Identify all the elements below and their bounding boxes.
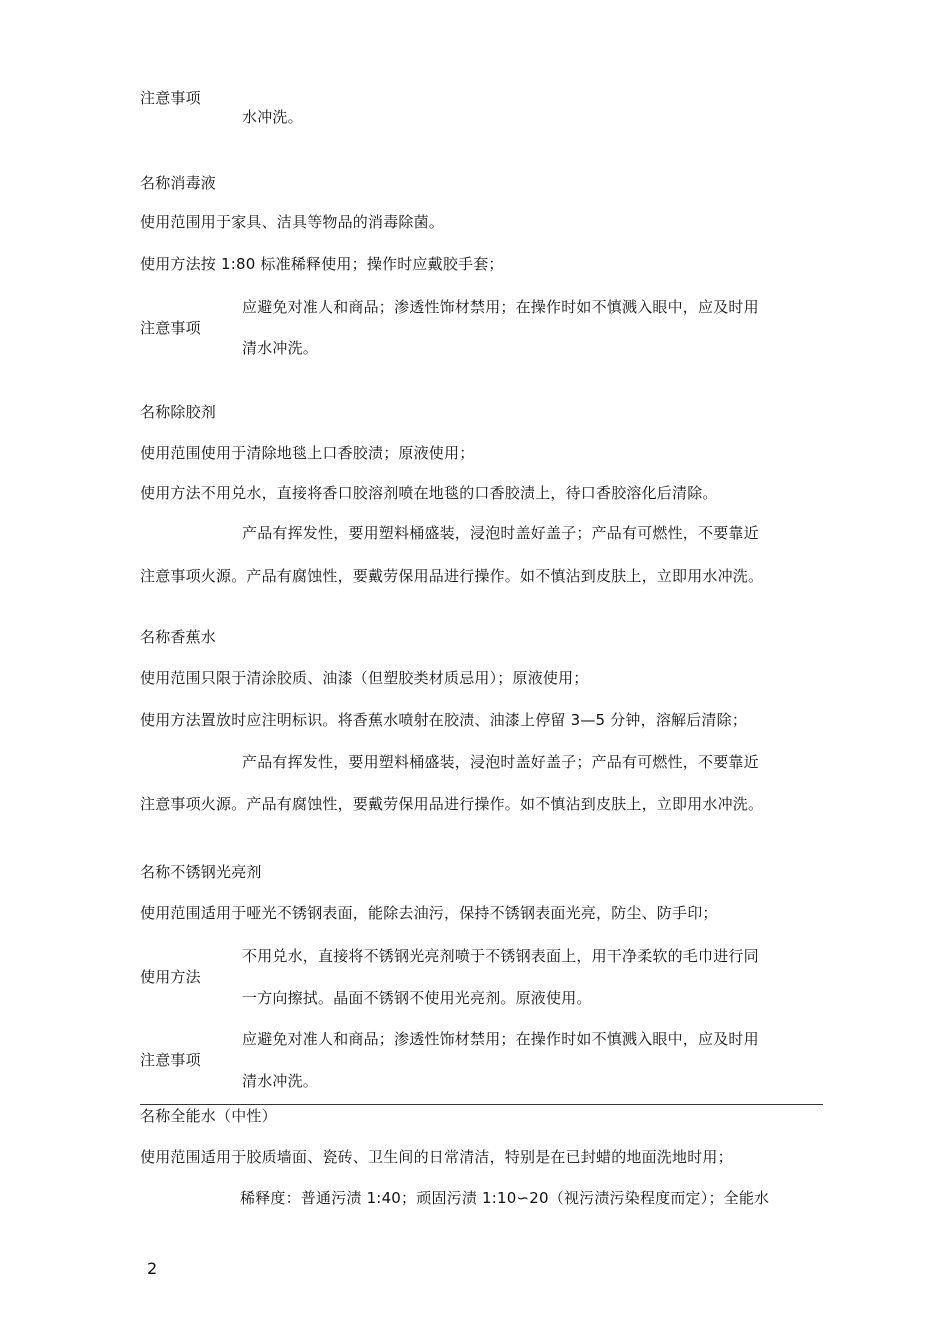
product-name: 名称不锈钢光亮剂 [140, 863, 262, 881]
usage-scope: 使用范围适用于胶质墙面、瓷砖、卫生间的日常清洁，特别是在已封蜡的地面洗地时用； [140, 1148, 733, 1166]
usage-scope: 使用范围使用于清除地毯上口香胶渍；原液使用； [140, 444, 475, 462]
usage-scope: 使用范围适用于哑光不锈钢表面，能除去油污，保持不锈钢表面光亮，防尘、防手印； [140, 904, 718, 922]
notes-text: 产品有挥发性，要用塑料桶盛装，浸泡时盖好盖子；产品有可燃性，不要靠近 [242, 753, 759, 771]
method-text: 不用兑水，直接将不锈钢光亮剂喷于不锈钢表面上，用干净柔软的毛巾进行同 [242, 947, 759, 965]
product-name: 名称香蕉水 [140, 628, 217, 646]
page-number: 2 [147, 1259, 158, 1278]
product-name: 名称消毒液 [140, 174, 217, 192]
notes-text: 注意事项火源。产品有腐蚀性，要戴劳保用品进行操作。如不慎沾到皮肤上，立即用水冲洗。 [140, 567, 764, 585]
section-divider [140, 1104, 823, 1105]
product-name: 名称除胶剂 [140, 403, 217, 421]
usage-method: 使用方法不用兑水，直接将香口胶溶剂喷在地毯的口香胶渍上，待口香胶溶化后清除。 [140, 484, 718, 502]
notes-label: 注意事项 [140, 89, 201, 107]
usage-method: 使用方法按 1:80 标准稀释使用；操作时应戴胶手套； [140, 255, 504, 273]
notes-text: 清水冲洗。 [242, 339, 319, 357]
notes-text: 产品有挥发性，要用塑料桶盛装，浸泡时盖好盖子；产品有可燃性，不要靠近 [242, 524, 759, 542]
product-name: 名称全能水（中性） [140, 1107, 277, 1125]
method-label: 使用方法 [140, 968, 201, 986]
usage-scope: 使用范围只限于清涂胶质、油漆（但塑胶类材质忌用）；原液使用； [140, 669, 589, 687]
usage-scope: 使用范围用于家具、洁具等物品的消毒除菌。 [140, 213, 445, 231]
method-text: 一方向擦拭。晶面不锈钢不使用光亮剂。原液使用。 [242, 989, 592, 1007]
notes-text: 清水冲洗。 [242, 1072, 319, 1090]
usage-method: 使用方法置放时应注明标识。将香蕉水喷射在胶渍、油漆上停留 3—5 分钟，溶解后清除； [140, 711, 748, 729]
notes-label: 注意事项 [140, 1051, 201, 1069]
notes-text: 应避免对准人和商品；渗透性饰材禁用；在操作时如不慎溅入眼中，应及时用 [242, 1030, 759, 1048]
notes-text: 注意事项火源。产品有腐蚀性，要戴劳保用品进行操作。如不慎沾到皮肤上，立即用水冲洗。 [140, 795, 764, 813]
notes-label: 注意事项 [140, 319, 201, 337]
dilution-text: 稀释度：普通污渍 1:40；顽固污渍 1:10∽20（视污渍污染程度而定）；全能水 [240, 1189, 770, 1207]
notes-text: 应避免对准人和商品；渗透性饰材禁用；在操作时如不慎溅入眼中，应及时用 [242, 298, 759, 316]
notes-text: 水冲洗。 [242, 108, 303, 126]
